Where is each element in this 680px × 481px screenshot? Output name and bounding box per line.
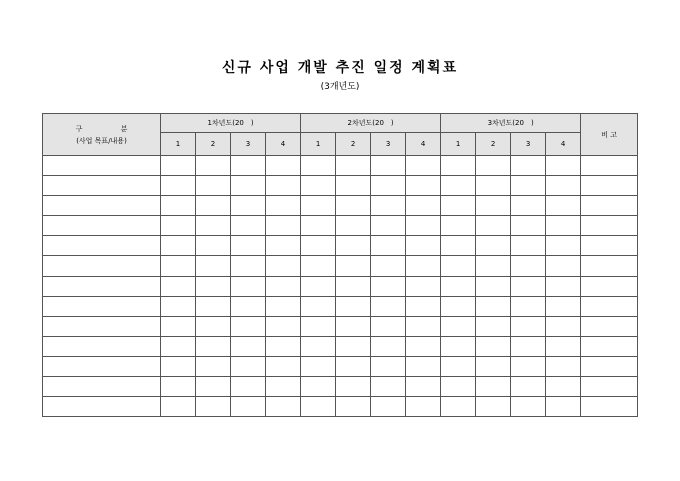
quarter-cell (546, 377, 581, 397)
quarter-cell (406, 336, 441, 356)
category-cell (43, 176, 161, 196)
quarter-cell (266, 397, 301, 417)
quarter-cell (161, 196, 196, 216)
quarter-cell (476, 196, 511, 216)
quarter-cell (371, 236, 406, 256)
year-2-header: 2차년도(20 ) (301, 114, 441, 133)
quarter-cell (196, 296, 231, 316)
quarter-cell (161, 296, 196, 316)
quarter-cell (336, 156, 371, 176)
quarter-cell (511, 276, 546, 296)
quarter-cell (441, 216, 476, 236)
quarter-cell (301, 377, 336, 397)
table-row (43, 236, 638, 256)
quarter-cell (231, 356, 266, 376)
quarter-cell (441, 336, 476, 356)
quarter-cell (371, 316, 406, 336)
quarter-cell (196, 216, 231, 236)
quarter-cell (546, 296, 581, 316)
quarter-cell (511, 356, 546, 376)
quarter-cell (196, 236, 231, 256)
quarter-cell (161, 336, 196, 356)
remarks-cell (581, 397, 638, 417)
quarter-cell (546, 176, 581, 196)
quarter-cell (336, 196, 371, 216)
quarter-cell (266, 356, 301, 376)
quarter-cell (371, 296, 406, 316)
quarter-cell (546, 336, 581, 356)
quarter-cell (441, 176, 476, 196)
quarter-header: 3 (371, 133, 406, 156)
quarter-header: 2 (196, 133, 231, 156)
quarter-cell (336, 296, 371, 316)
remarks-cell (581, 336, 638, 356)
category-cell (43, 196, 161, 216)
quarter-cell (231, 276, 266, 296)
quarter-cell (476, 356, 511, 376)
quarter-cell (336, 377, 371, 397)
remarks-cell (581, 377, 638, 397)
quarter-cell (476, 276, 511, 296)
table-row (43, 196, 638, 216)
quarter-cell (266, 156, 301, 176)
quarter-cell (336, 236, 371, 256)
quarter-cell (476, 236, 511, 256)
quarter-cell (266, 296, 301, 316)
quarter-cell (371, 356, 406, 376)
quarter-cell (301, 176, 336, 196)
document-subtitle: (3개년도) (320, 82, 360, 92)
quarter-cell (301, 397, 336, 417)
quarter-cell (371, 216, 406, 236)
quarter-cell (511, 336, 546, 356)
quarter-cell (441, 397, 476, 417)
quarter-cell (546, 196, 581, 216)
quarter-cell (231, 397, 266, 417)
quarter-cell (476, 336, 511, 356)
quarter-cell (511, 377, 546, 397)
quarter-cell (406, 377, 441, 397)
quarter-cell (336, 397, 371, 417)
quarter-cell (196, 377, 231, 397)
quarter-cell (266, 276, 301, 296)
table-row (43, 256, 638, 276)
quarter-cell (231, 316, 266, 336)
quarter-cell (161, 156, 196, 176)
quarter-cell (231, 196, 266, 216)
category-cell (43, 256, 161, 276)
quarter-cell (406, 196, 441, 216)
category-subheader: (사업 목표/내용) (76, 136, 127, 145)
quarter-cell (231, 256, 266, 276)
quarter-header: 1 (161, 133, 196, 156)
quarter-cell (336, 336, 371, 356)
quarter-header: 2 (476, 133, 511, 156)
remarks-cell (581, 316, 638, 336)
quarter-cell (266, 316, 301, 336)
quarter-cell (161, 356, 196, 376)
quarter-cell (301, 316, 336, 336)
quarter-header: 3 (231, 133, 266, 156)
quarter-cell (336, 316, 371, 336)
quarter-cell (406, 316, 441, 336)
table-row (43, 356, 638, 376)
quarter-cell (301, 216, 336, 236)
schedule-table (42, 113, 638, 417)
quarter-cell (266, 176, 301, 196)
quarter-cell (546, 276, 581, 296)
quarter-header: 3 (511, 133, 546, 156)
quarter-cell (196, 316, 231, 336)
category-cell (43, 397, 161, 417)
quarter-cell (301, 256, 336, 276)
remarks-cell (581, 276, 638, 296)
quarter-cell (546, 397, 581, 417)
quarter-cell (546, 316, 581, 336)
quarter-cell (266, 196, 301, 216)
quarter-cell (476, 156, 511, 176)
quarter-cell (476, 316, 511, 336)
quarter-cell (196, 256, 231, 276)
quarter-cell (546, 356, 581, 376)
quarter-cell (266, 216, 301, 236)
quarter-cell (511, 216, 546, 236)
quarter-cell (266, 377, 301, 397)
remarks-header: 비 고 (581, 114, 638, 156)
document-title: 신규 사업 개발 추진 일정 계획표 (221, 60, 459, 76)
remarks-cell (581, 196, 638, 216)
quarter-cell (511, 176, 546, 196)
quarter-cell (231, 156, 266, 176)
quarter-cell (406, 256, 441, 276)
category-cell (43, 356, 161, 376)
remarks-cell (581, 296, 638, 316)
category-cell (43, 296, 161, 316)
year-1-header: 1차년도(20 ) (161, 114, 301, 133)
quarter-cell (231, 377, 266, 397)
quarter-cell (546, 236, 581, 256)
quarter-cell (301, 336, 336, 356)
quarter-cell (476, 216, 511, 236)
quarter-cell (441, 316, 476, 336)
quarter-cell (231, 336, 266, 356)
category-cell (43, 336, 161, 356)
quarter-cell (196, 356, 231, 376)
quarter-cell (406, 276, 441, 296)
remarks-cell (581, 356, 638, 376)
quarter-cell (161, 397, 196, 417)
quarter-cell (511, 316, 546, 336)
quarter-cell (441, 276, 476, 296)
quarter-cell (476, 256, 511, 276)
quarter-cell (441, 236, 476, 256)
quarter-header: 4 (546, 133, 581, 156)
quarter-cell (266, 256, 301, 276)
quarter-cell (161, 216, 196, 236)
remarks-cell (581, 236, 638, 256)
quarter-header: 1 (301, 133, 336, 156)
quarter-cell (196, 196, 231, 216)
quarter-cell (371, 156, 406, 176)
quarter-header: 4 (266, 133, 301, 156)
quarter-cell (511, 296, 546, 316)
table-row (43, 296, 638, 316)
quarter-cell (406, 356, 441, 376)
quarter-cell (336, 216, 371, 236)
quarter-cell (336, 256, 371, 276)
quarter-cell (371, 276, 406, 296)
quarter-cell (161, 377, 196, 397)
quarter-cell (441, 196, 476, 216)
quarter-cell (371, 377, 406, 397)
quarter-header: 1 (441, 133, 476, 156)
quarter-cell (511, 236, 546, 256)
table-row (43, 216, 638, 236)
quarter-cell (371, 256, 406, 276)
quarter-cell (336, 356, 371, 376)
quarter-cell (511, 156, 546, 176)
category-cell (43, 216, 161, 236)
table-row (43, 316, 638, 336)
quarter-cell (546, 256, 581, 276)
table-row (43, 377, 638, 397)
category-cell (43, 236, 161, 256)
table-row (43, 276, 638, 296)
quarter-cell (266, 236, 301, 256)
quarter-cell (231, 176, 266, 196)
quarter-cell (301, 356, 336, 376)
quarter-cell (161, 176, 196, 196)
quarter-cell (161, 276, 196, 296)
remarks-cell (581, 256, 638, 276)
quarter-cell (406, 296, 441, 316)
remarks-cell (581, 176, 638, 196)
quarter-cell (441, 356, 476, 376)
category-header: 구 분 (75, 124, 128, 133)
quarter-cell (336, 276, 371, 296)
quarter-cell (476, 377, 511, 397)
quarter-cell (476, 397, 511, 417)
quarter-cell (406, 156, 441, 176)
quarter-cell (511, 397, 546, 417)
quarter-cell (301, 196, 336, 216)
quarter-cell (406, 176, 441, 196)
quarter-cell (406, 216, 441, 236)
category-cell (43, 276, 161, 296)
quarter-cell (196, 156, 231, 176)
quarter-cell (161, 236, 196, 256)
table-row (43, 336, 638, 356)
quarter-cell (301, 236, 336, 256)
quarter-cell (546, 216, 581, 236)
quarter-header: 2 (336, 133, 371, 156)
remarks-cell (581, 156, 638, 176)
quarter-cell (231, 236, 266, 256)
quarter-cell (231, 216, 266, 236)
table-row (43, 156, 638, 176)
quarter-cell (196, 397, 231, 417)
quarter-cell (161, 316, 196, 336)
quarter-cell (406, 236, 441, 256)
quarter-cell (546, 156, 581, 176)
quarter-cell (301, 296, 336, 316)
table-row (43, 176, 638, 196)
category-cell (43, 156, 161, 176)
category-cell (43, 377, 161, 397)
quarter-cell (441, 156, 476, 176)
quarter-cell (441, 377, 476, 397)
quarter-cell (371, 196, 406, 216)
quarter-cell (371, 336, 406, 356)
quarter-cell (511, 256, 546, 276)
quarter-cell (336, 176, 371, 196)
quarter-cell (161, 256, 196, 276)
quarter-cell (511, 196, 546, 216)
remarks-cell (581, 216, 638, 236)
quarter-cell (266, 336, 301, 356)
quarter-cell (371, 176, 406, 196)
quarter-cell (231, 296, 266, 316)
quarter-cell (196, 176, 231, 196)
quarter-cell (441, 296, 476, 316)
quarter-cell (441, 256, 476, 276)
quarter-cell (476, 296, 511, 316)
quarter-header: 4 (406, 133, 441, 156)
quarter-cell (371, 397, 406, 417)
quarter-cell (196, 336, 231, 356)
quarter-cell (406, 397, 441, 417)
category-header-cell (43, 114, 161, 156)
category-cell (43, 316, 161, 336)
schedule-body (43, 156, 638, 417)
quarter-cell (301, 276, 336, 296)
table-row (43, 397, 638, 417)
quarter-cell (476, 176, 511, 196)
year-3-header: 3차년도(20 ) (441, 114, 581, 133)
quarter-cell (196, 276, 231, 296)
quarter-cell (301, 156, 336, 176)
